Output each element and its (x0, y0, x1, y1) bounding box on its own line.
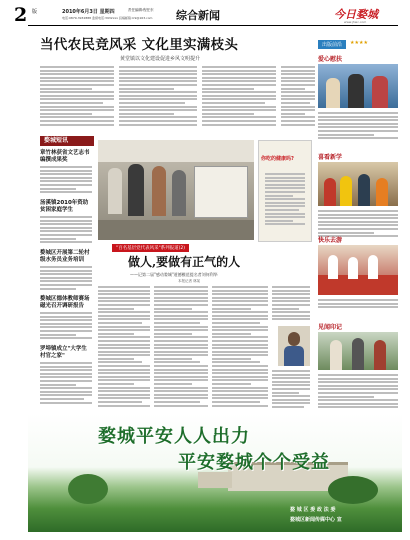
lead-photo (98, 140, 254, 240)
digest-item-title: 罗埠镇成立"大学生村官之家" (40, 346, 87, 359)
lead-body-col3 (202, 66, 276, 130)
feature-body-col2 (154, 286, 208, 410)
feature-portrait-photo (278, 326, 310, 366)
lead-body-col1 (40, 66, 114, 130)
sidebar-rating: ★★★★ (350, 40, 368, 46)
lead-subhead: 黄堂镇以文化建设促进乡风文明提升 (120, 56, 201, 62)
sidebar-tag: 出版前沿 (318, 40, 346, 49)
digest-item-title: 章竹林获省文艺志书编撰成果奖 (40, 150, 90, 163)
header-rule (28, 25, 398, 26)
digest-item-title: 汤溪镇2010年资助贫困家庭学生 (40, 200, 89, 213)
page-number: 2 (14, 4, 28, 26)
lead-headline: 当代农民竞风采 文化里实满枝头 (40, 37, 239, 53)
sidebar-item-title: 快乐去游 (318, 237, 343, 244)
sidebar-photo-3 (318, 245, 398, 295)
digest-item-title: 婺城区德体教师赛场磁光召开调研报告 (40, 296, 90, 309)
sidebar-photo-1 (318, 64, 398, 108)
digest-item-body (40, 266, 92, 292)
feature-body-col4 (272, 286, 310, 324)
feature-body-col5 (272, 370, 310, 410)
banner-tree (328, 476, 378, 504)
sidebar-item-body (318, 112, 398, 142)
digest-item-title: 婺城区开展第二轮村级水务员业务培训 (40, 250, 90, 263)
sidebar-item-title: 喜看新学 (318, 154, 343, 161)
contact-line: 电话:0879-3932888 监督电话:3932xxx 投稿邮箱:lc9@163.com (62, 16, 153, 20)
sidebar-item-body (318, 374, 398, 410)
feature-body-col1 (98, 286, 150, 410)
health-caption: 你吃的健康吗? (261, 156, 294, 162)
sidebar-photo-2 (318, 162, 398, 206)
sidebar-item-title: 爱心慰扶 (318, 56, 343, 63)
digest-item-body (40, 362, 92, 406)
lead-body-col4 (281, 66, 315, 130)
feature-subhead: ——记第二届"感动婺城"道德模范提名者刘何利华 (130, 272, 218, 277)
digest-item-body (40, 216, 92, 246)
digest-item-body (40, 312, 92, 342)
logo-url: www.jhwc.com (344, 20, 367, 24)
feature-headline: 做人,要做有正气的人 (128, 255, 241, 269)
banner-tree (68, 474, 108, 504)
lead-body-col2 (119, 66, 197, 130)
page-number-tag: 版 (32, 9, 38, 15)
sidebar-photo-4 (318, 332, 398, 370)
feature-byline: 本报记者 林某 (178, 279, 201, 283)
section-name: 综合新闻 (176, 9, 220, 22)
issue-date: 2010年6月3日 星期四 (62, 9, 115, 15)
masthead (0, 0, 410, 30)
banner-building-wing (198, 472, 232, 488)
banner-line1: 婺城平安人人出力 (98, 426, 250, 447)
banner-credit-2: 婺城区新闻传媒中心 宣 (290, 517, 342, 523)
feature-kicker: "百名基层党代表风采"系列报道(2) (112, 244, 189, 252)
banner-credit-1: 婺 城 区 委 政 法 委 (290, 507, 336, 513)
feature-body-col3 (212, 286, 268, 410)
masthead-logo: 今日婺城 (334, 8, 378, 21)
sidebar-item-body (318, 299, 398, 313)
banner-line2: 平安婺城个个受益 (178, 452, 330, 473)
digest-item-body (40, 166, 92, 196)
editor-line: 责任编辑:程任东 (128, 8, 154, 12)
safety-banner (28, 414, 402, 532)
health-photo (258, 140, 312, 242)
digest-head: 婺城短讯 (40, 136, 94, 146)
sidebar-item-title: 见闻印记 (318, 324, 343, 331)
